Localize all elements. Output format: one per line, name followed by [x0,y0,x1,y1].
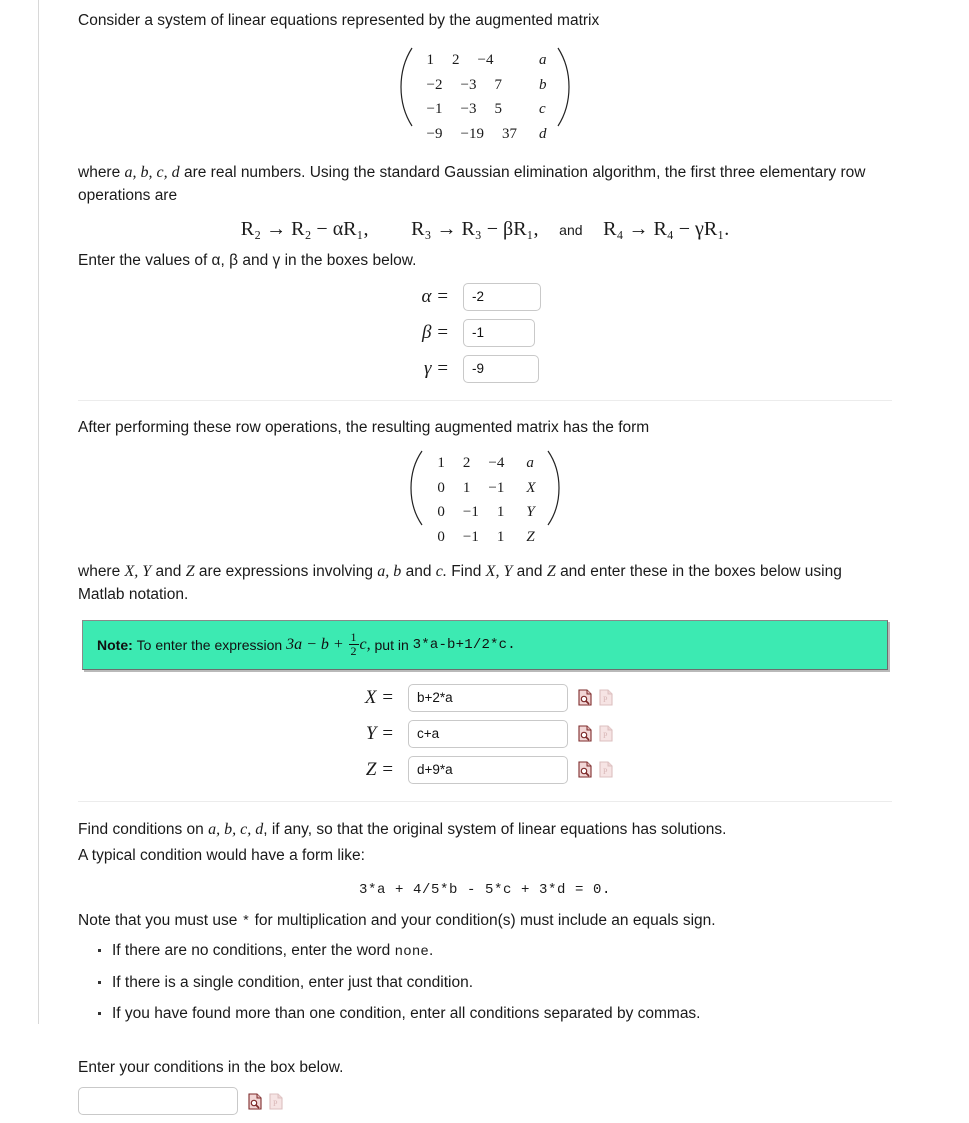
z-input[interactable] [408,756,568,784]
document-page-icon[interactable] [599,689,613,706]
enter-conditions-instruction: Enter your conditions in the box below. [78,1058,344,1076]
greek-input-group [78,283,892,383]
matrix-cell: −4 [477,51,494,68]
row-operation-1: R₂ → R₂ − αR₁, [240,218,369,241]
augmented-matrix-original [398,46,573,149]
x-label: X = [364,686,394,708]
after-operations-text: After performing these row operations, the resulting augmented matrix has the form [78,418,650,436]
mult-note-tail: for multiplication and your condition(s) must include an equals sign. [254,911,716,929]
row-operations-and: and [559,222,583,239]
xyz-find: Find [451,563,482,581]
xyz-vars-1: X, Y [124,563,152,581]
svg-text:P: P [603,731,608,741]
matrix-cell: −1 [426,101,443,118]
list-item [112,940,892,962]
matrix-cell: 1 [496,529,505,546]
z-label: Z = [365,758,394,780]
list-item [112,972,892,994]
note-label: Note: [97,636,133,653]
bullet-text: If there are no conditions, enter the word [112,942,391,960]
document-magnifier-icon[interactable] [248,1093,262,1110]
xyz-and-3: and [516,563,543,581]
left-paren-icon [408,449,424,552]
alpha-row [78,283,892,311]
xyz-vars-3: a, b [377,563,402,581]
condition-row [78,1087,892,1115]
z-row [78,756,892,784]
y-row-icons [578,725,613,742]
matrix-cell-augment: a [538,51,547,68]
note-code-example: 3*a-b+1/2*c. [412,636,516,653]
xyz-vars-5: X, Y [485,563,513,581]
xyz-and-2: and [405,563,432,581]
x-input[interactable] [408,684,568,712]
row-operation-2: R₃ → R₃ − βR₁, [411,218,539,241]
beta-row [78,319,892,347]
matrix-cell: 2 [462,454,471,471]
alpha-label: α = [421,286,449,308]
right-paren-icon [546,449,562,552]
list-item [112,1003,892,1025]
document-page-icon[interactable] [599,761,613,778]
matrix-cell: 1 [426,51,435,68]
fraction-denominator: 2 [350,643,357,658]
beta-label: β = [421,322,449,344]
matrix-cell: −19 [460,126,484,143]
find-conditions-vars: a, b, c, d [208,820,264,838]
matrix-cell: −1 [462,504,479,521]
note-expression-part2: c, [359,636,371,654]
matrix-cell-augment: b [538,76,547,93]
y-label: Y = [365,722,394,744]
svg-text:P: P [603,767,608,777]
xyz-tail: and enter these in the boxes below using Matlab notation. [78,563,842,603]
enter-values-instruction: Enter the values of α, β and γ in the boxes below. [78,252,417,270]
conditions-input[interactable] [78,1087,238,1115]
typical-condition-text: A typical condition would have a form like: [78,847,365,865]
matrix-cell-augment: X [526,479,536,496]
alpha-input[interactable] [463,283,541,311]
multiplication-note-text [78,910,892,932]
matrix-cell: 2 [452,51,460,68]
augmented-matrix-original-wrapper [78,46,892,149]
matrix-cell: 0 [437,504,445,521]
matrix-cell: 1 [496,504,505,521]
xyz-input-group [78,684,892,784]
mult-note-lead: Note that you must use [78,911,238,929]
matrix-cell: −2 [426,76,443,93]
xyz-involving: are expressions involving [198,563,373,581]
find-conditions-lead: Find conditions on [78,820,204,838]
where-label: where [78,164,121,182]
matrix-cell: 0 [437,479,445,496]
xyz-vars-4: c. [435,563,447,581]
matrix-cell: −1 [488,479,505,496]
note-fraction [349,631,359,656]
matrix-cell-augment: a [526,454,534,471]
condition-row-icons [248,1093,283,1110]
matrix-body [424,449,545,552]
matrix-cell: 1 [437,454,445,471]
z-row-icons [578,761,613,778]
xyz-vars-6: Z [546,563,556,581]
section-separator-2 [78,801,892,802]
bullet-code: none [394,944,430,961]
section-separator-1 [78,400,892,401]
where-xyz-text [78,560,892,606]
beta-input[interactable] [463,319,535,347]
fraction-numerator: 1 [350,630,357,645]
condition-bullet-list [78,940,892,1025]
matrix-cell-augment: d [538,126,547,143]
note-callout-content [97,632,873,657]
where-variables: a, b, c, d [124,164,180,182]
where-abcd-text [78,161,892,207]
matrix-body [414,46,557,149]
matrix-cell-augment: c [538,101,546,118]
document-page-icon[interactable] [269,1093,283,1110]
matrix-cell: −3 [460,76,477,93]
matrix-cell: 37 [501,126,517,143]
matrix-cell: −3 [460,101,477,118]
asterisk-symbol: * [241,913,251,930]
bullet-text: If there is a single condition, enter just that condition. [112,973,474,991]
matrix-cell: 1 [462,479,471,496]
xyz-vars-2: Z [185,563,195,581]
gamma-row [78,355,892,383]
bullet-post: . [429,942,434,960]
matrix-cell: 7 [494,76,502,93]
xyz-where: where [78,563,121,581]
note-text-before: To enter the expression [136,636,283,653]
matrix-cell-augment: Z [526,529,535,546]
note-text-mid: put in [374,636,409,653]
row-operations-line [78,215,892,244]
document-magnifier-icon[interactable] [578,689,592,706]
y-row [78,720,892,748]
matrix-cell: 5 [494,101,502,118]
gamma-input[interactable] [463,355,539,383]
document-page-icon[interactable] [599,725,613,742]
intro-text: Consider a system of linear equations represented by the augmented matrix [78,12,600,29]
augmented-matrix-reduced [408,449,561,552]
note-callout-box [82,620,888,669]
where-rest: are real numbers. Using the standard Gaussian elimination algorithm, the first three elementary row operations are [78,164,866,204]
matrix-cell: −1 [462,529,479,546]
x-row [78,684,892,712]
document-magnifier-icon[interactable] [578,761,592,778]
x-row-icons [578,689,613,706]
gamma-label: γ = [423,358,449,380]
question-frame-left-rule [38,0,39,1024]
matrix-cell: −9 [426,126,443,143]
document-magnifier-icon[interactable] [578,725,592,742]
left-paren-icon [398,46,414,149]
y-input[interactable] [408,720,568,748]
svg-text:P: P [603,695,608,705]
find-conditions-text [78,818,892,841]
augmented-matrix-reduced-wrapper [78,449,892,552]
note-expression-part1: 3a − b + [286,636,344,654]
bullet-text: If you have found more than one condition, enter all conditions separated by commas. [112,1005,701,1023]
find-conditions-tail: , if any, so that the original system of linear equations has solutions. [263,820,727,838]
matrix-cell: 0 [437,529,445,546]
xyz-and-1: and [155,563,182,581]
matrix-cell-augment: Y [526,504,535,521]
example-condition: 3*a + 4/5*b - 5*c + 3*d = 0. [358,881,612,898]
question-content [78,10,892,1123]
matrix-cell: −4 [488,454,505,471]
svg-text:P: P [273,1098,278,1108]
row-operation-3: R₄ → R₄ − γR₁. [603,218,730,241]
right-paren-icon [556,46,572,149]
